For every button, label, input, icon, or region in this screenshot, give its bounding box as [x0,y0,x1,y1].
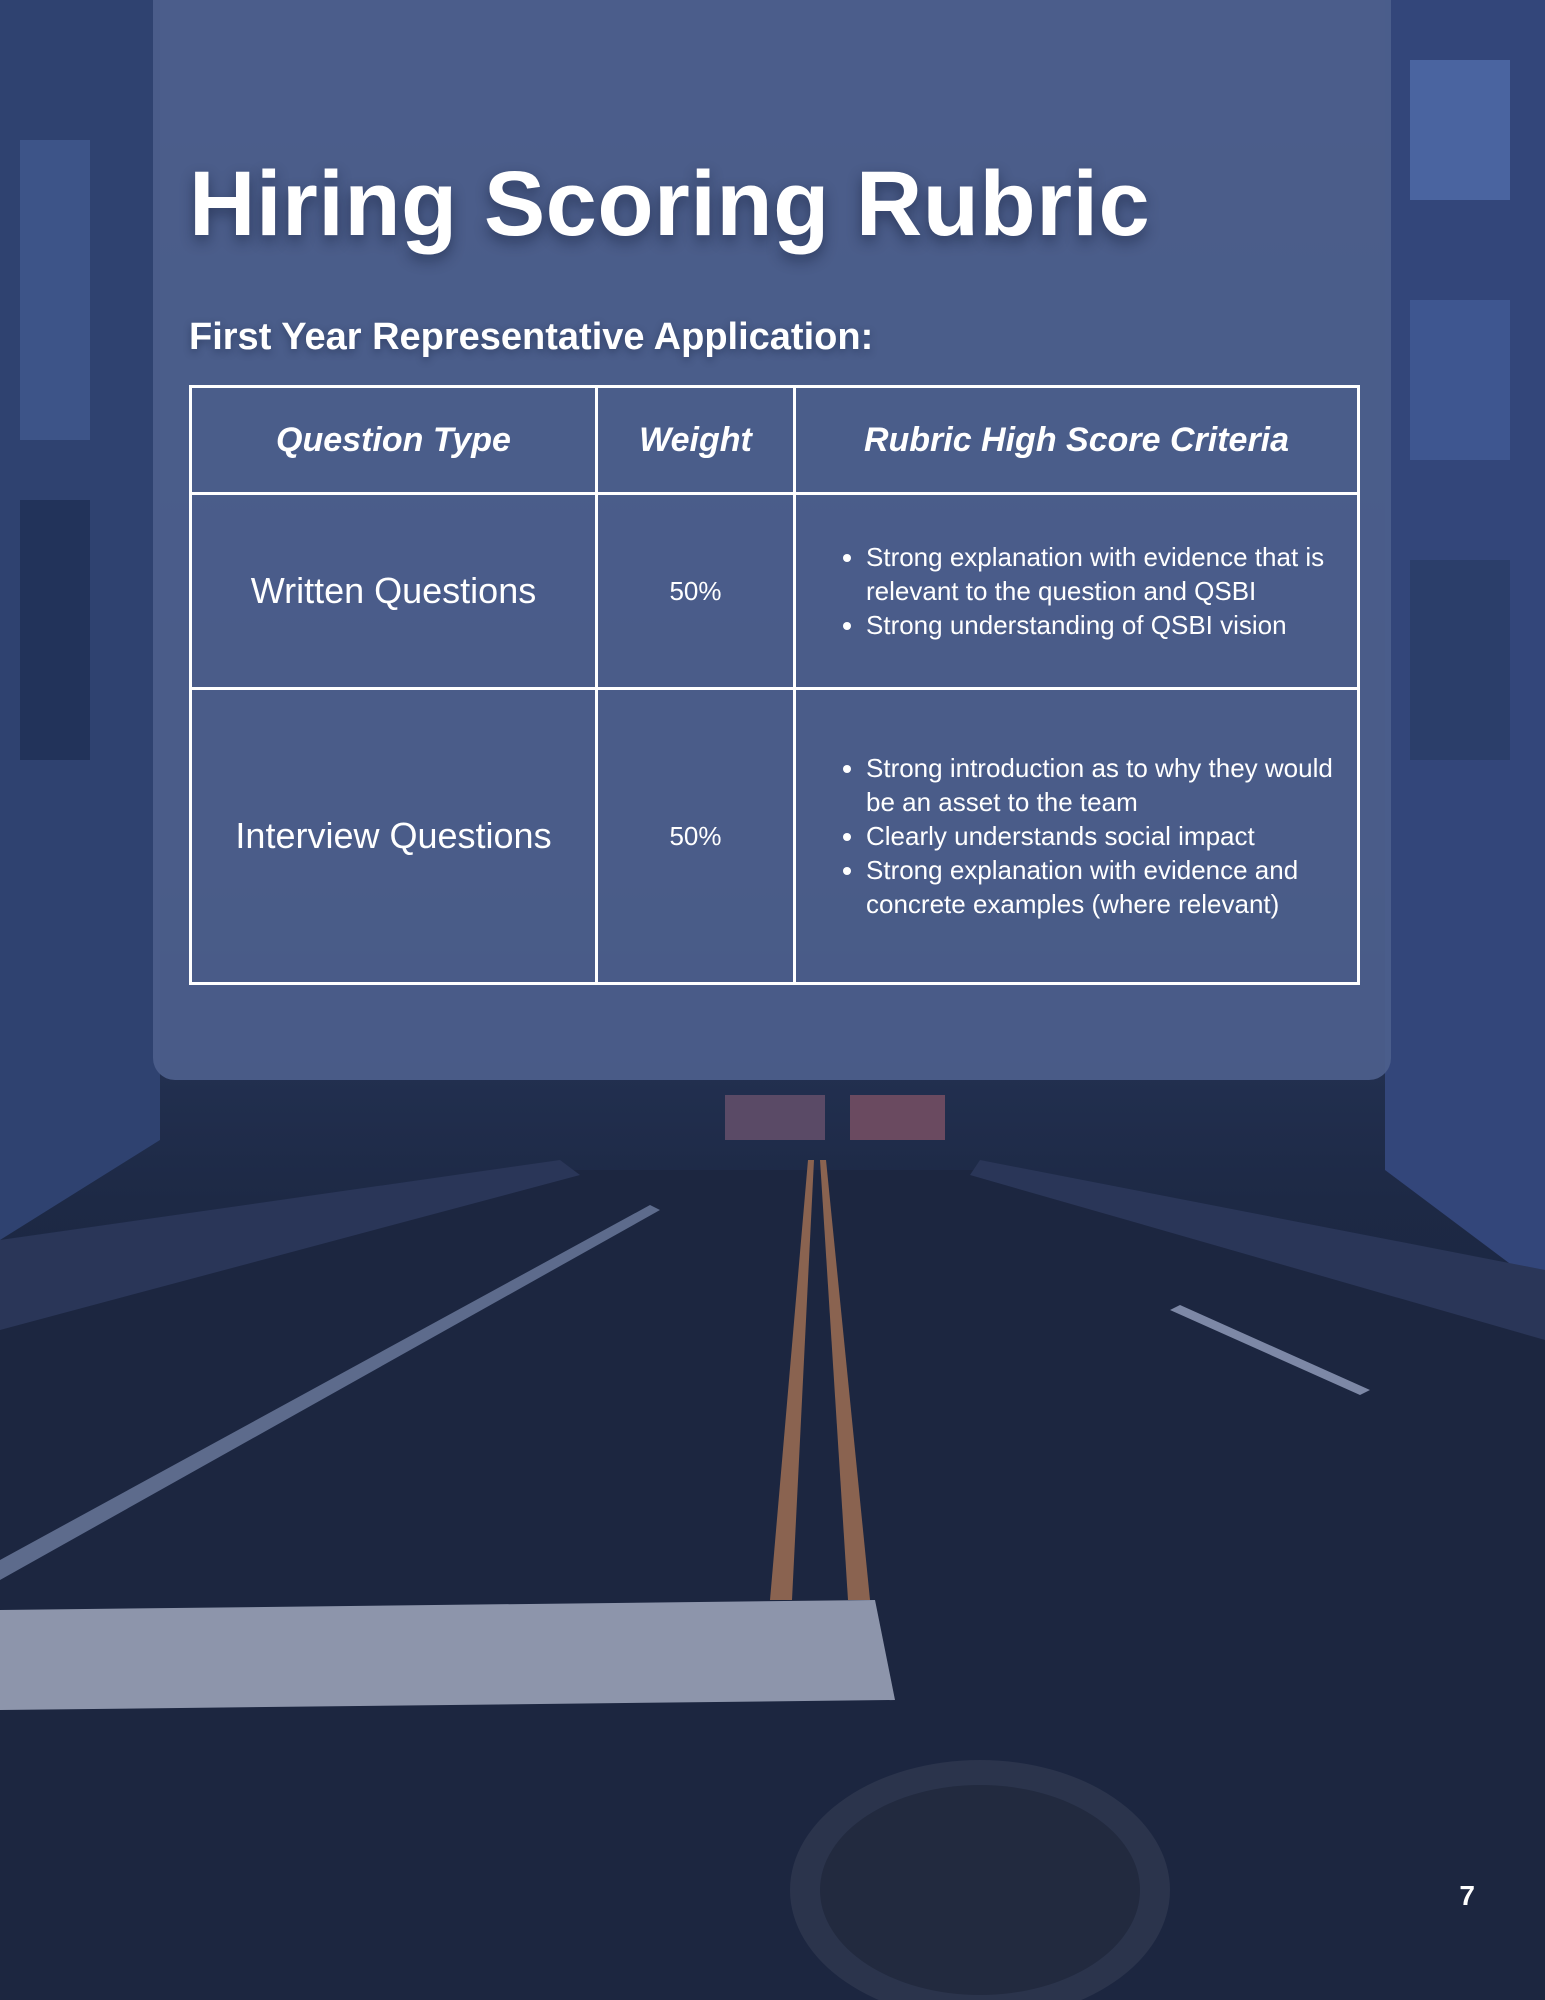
header-question-type: Question Type [191,387,597,494]
question-type-cell: Written Questions [191,494,597,689]
content-panel [153,0,1391,1080]
table-row [191,689,1359,984]
header-weight: Weight [597,387,795,494]
table-header-row [191,387,1359,494]
criteria-item: • Strong introduction as to why they would be an asset to the team [866,751,1339,819]
criteria-list [796,540,1357,642]
criteria-cell [795,689,1359,984]
rubric-table [189,385,1360,985]
weight-cell: 50% [597,689,795,984]
question-type-cell: Interview Questions [191,689,597,984]
weight-cell: 50% [597,494,795,689]
page-subtitle: First Year Representative Application: [189,316,874,358]
criteria-list [796,751,1357,921]
page-title: Hiring Scoring Rubric [189,153,1151,255]
criteria-item: • Strong explanation with evidence that is relevant to the question and QSBI [866,540,1339,608]
criteria-item: • Clearly understands social impact [866,819,1339,853]
criteria-cell [795,494,1359,689]
criteria-item: • Strong explanation with evidence and concrete examples (where relevant) [866,853,1339,921]
header-criteria: Rubric High Score Criteria [795,387,1359,494]
table-row [191,494,1359,689]
criteria-item: • Strong understanding of QSBI vision [866,608,1339,642]
page-number: 7 [1459,1880,1475,1911]
